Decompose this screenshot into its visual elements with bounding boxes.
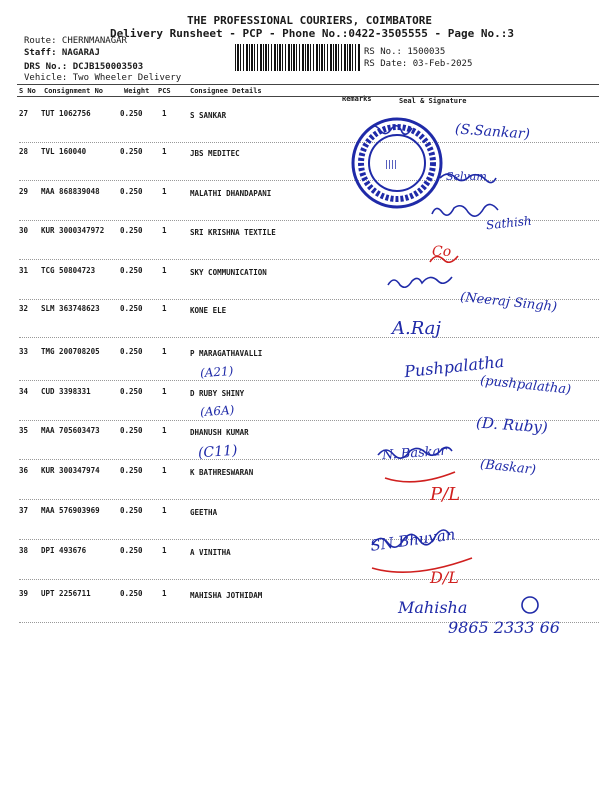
sno-cell: 38 [19, 546, 29, 555]
vehicle-label: Vehicle: Two Wheeler Delivery [24, 73, 182, 83]
pcs-cell: 1 [162, 387, 167, 396]
sno-cell: 28 [19, 147, 29, 156]
handwriting-r29: Sathish [485, 213, 533, 233]
sno-cell: 29 [19, 187, 29, 196]
consignee-cell: GEETHA [190, 508, 218, 517]
handwriting-r30: Co [432, 244, 452, 260]
col-seal-signature: Seal & Signature [399, 97, 467, 105]
sno-cell: 32 [19, 304, 29, 313]
handwriting-r36: P/L [430, 484, 461, 505]
handwriting-r33-code: (A21) [199, 363, 234, 381]
consignment-cell: TUT 1062756 [41, 109, 91, 118]
consignee-cell: K BATHRESWARAN [190, 468, 254, 477]
consignee-cell: S SANKAR [190, 111, 227, 120]
sno-cell: 34 [19, 387, 29, 396]
handwriting-r39-name: Mahisha [398, 598, 468, 617]
pcs-cell: 1 [162, 226, 167, 235]
handwriting-r32: A.Raj [392, 318, 441, 339]
weight-cell: 0.250 [120, 304, 143, 313]
handwriting-r35-code: (C11) [197, 442, 238, 462]
consignment-cell: MAA 705603473 [41, 426, 100, 435]
signature-scribble-29 [432, 204, 498, 216]
consignee-cell: DHANUSH KUMAR [190, 428, 249, 437]
weight-cell: 0.250 [120, 589, 143, 598]
sno-cell: 35 [19, 426, 29, 435]
handwriting-r35-name: (Baskar) [479, 457, 537, 478]
sno-cell: 31 [19, 266, 29, 275]
red-strike-35 [385, 472, 455, 482]
pcs-cell: 1 [162, 466, 167, 475]
col-remarks: Remarks [342, 95, 372, 103]
circled-mark-39 [522, 597, 538, 613]
handwriting-r31: (Neeraj Singh) [459, 289, 558, 316]
handwriting-r34-code: (A6A) [199, 402, 235, 420]
pcs-cell: 1 [162, 546, 167, 555]
consignment-cell: DPI 493676 [41, 546, 87, 555]
pcs-cell: 1 [162, 506, 167, 515]
company-title: THE PROFESSIONAL COURIERS, COIMBATORE [187, 14, 433, 27]
handwriting-r37: SN Bhuvan [369, 525, 457, 555]
pcs-cell: 1 [162, 426, 167, 435]
consignment-cell: KUR 3000347972 [41, 226, 105, 235]
consignee-cell: P MARAGATHAVALLI [190, 349, 263, 358]
pcs-cell: 1 [162, 187, 167, 196]
weight-cell: 0.250 [120, 187, 143, 196]
weight-cell: 0.250 [120, 147, 143, 156]
handwriting-r28: Selvam [446, 170, 487, 183]
rs-date: RS Date: 03-Feb-2025 [364, 59, 473, 69]
consignee-cell: D RUBY SHINY [190, 389, 245, 398]
runsheet-subtitle: Delivery Runsheet - PCP - Phone No.:0422-3505555 - Page No.:3 [110, 27, 514, 40]
weight-cell: 0.250 [120, 109, 143, 118]
pcs-cell: 1 [162, 147, 167, 156]
handwriting-r38: D/L [430, 568, 459, 587]
pcs-cell: 1 [162, 589, 167, 598]
consignee-cell: MALATHI DHANDAPANI [190, 189, 272, 198]
consignment-cell: CUD 3398331 [41, 387, 91, 396]
col-sno: S No [19, 87, 36, 95]
svg-text:||||: |||| [385, 160, 398, 170]
handwriting-r35-sig: N. Baskar [381, 443, 448, 464]
sno-cell: 39 [19, 589, 29, 598]
company-stamp [353, 119, 441, 207]
consignee-cell: JBS MEDITEC [190, 149, 240, 158]
staff-label: Staff: NAGARAJ [24, 48, 100, 58]
col-consignee: Consignee Details [190, 87, 262, 95]
consignee-cell: SKY COMMUNICATION [190, 268, 267, 277]
sno-cell: 30 [19, 226, 29, 235]
consignee-cell: SRI KRISHNA TEXTILE [190, 228, 276, 237]
signature-scribble-31 [388, 277, 452, 287]
consignment-cell: TVL 160040 [41, 147, 87, 156]
weight-cell: 0.250 [120, 226, 143, 235]
consignment-cell: MAA 576903969 [41, 506, 100, 515]
handwriting-r33-name: (pushpalatha) [479, 373, 572, 398]
col-consignment: Consignment No [44, 87, 104, 95]
weight-cell: 0.250 [120, 506, 143, 515]
weight-cell: 0.250 [120, 546, 143, 555]
sno-cell: 37 [19, 506, 29, 515]
handwriting-r27: (S.Sankar) [454, 121, 531, 143]
handwriting-r33-sig: Pushpalatha [403, 351, 506, 382]
sno-cell: 27 [19, 109, 29, 118]
rs-number: RS No.: 1500035 [364, 47, 446, 57]
consignment-cell: MAA 868839048 [41, 187, 100, 196]
handwriting-r34-name: (D. Ruby) [475, 413, 549, 437]
pcs-cell: 1 [162, 304, 167, 313]
drs-label: DRS No.: DCJB150003503 [24, 62, 144, 72]
weight-cell: 0.250 [120, 426, 143, 435]
sno-cell: 33 [19, 347, 29, 356]
consignee-cell: KONE ELE [190, 306, 227, 315]
consignee-cell: A VINITHA [190, 548, 231, 557]
col-pcs: PCS [158, 87, 171, 95]
weight-cell: 0.250 [120, 387, 143, 396]
consignment-cell: KUR 300347974 [41, 466, 100, 475]
pcs-cell: 1 [162, 109, 167, 118]
pcs-cell: 1 [162, 347, 167, 356]
pcs-cell: 1 [162, 266, 167, 275]
handwriting-r39-phone: 9865 2333 66 [448, 618, 560, 637]
consignee-cell: MAHISHA JOTHIDAM [190, 591, 263, 600]
weight-cell: 0.250 [120, 266, 143, 275]
consignment-cell: TCG 50804723 [41, 266, 96, 275]
weight-cell: 0.250 [120, 347, 143, 356]
col-weight: Weight [124, 87, 150, 95]
sno-cell: 36 [19, 466, 29, 475]
weight-cell: 0.250 [120, 466, 143, 475]
consignment-cell: TMG 200708205 [41, 347, 100, 356]
consignment-cell: SLM 363748623 [41, 304, 100, 313]
consignment-cell: UPT 2256711 [41, 589, 91, 598]
route-label: Route: CHERNMANAGAR [24, 36, 127, 46]
